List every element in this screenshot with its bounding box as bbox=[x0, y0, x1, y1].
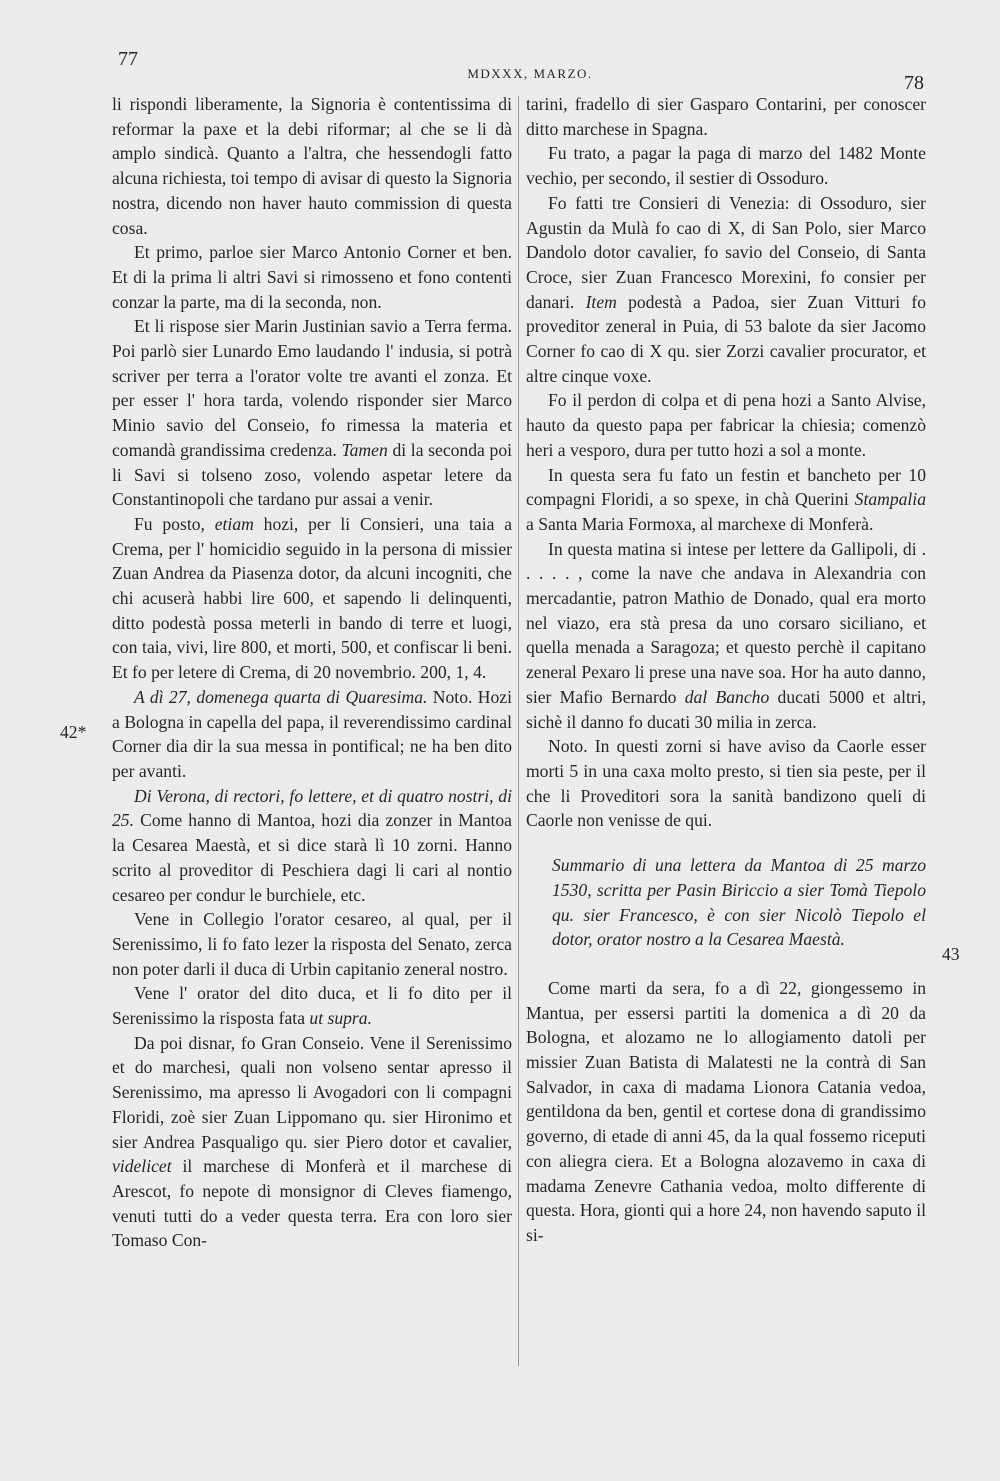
paragraph bbox=[112, 981, 512, 1030]
text-span: ducati 5000 et altri, sichè il danno fo ducati 30 milia in zerca. bbox=[526, 686, 926, 732]
column-divider bbox=[518, 96, 519, 1366]
text-span: Fu posto, bbox=[134, 513, 205, 534]
italic-term: Stampalia bbox=[854, 489, 926, 510]
paragraph: Et primo, parloe sier Marco Antonio Corner et ben. Et di la prima li altri Savi si rimosseno et fono contenti conzar la parte, ma di la seconda, non. bbox=[112, 242, 512, 312]
paragraph bbox=[526, 191, 926, 389]
italic-term: ut supra. bbox=[309, 1008, 372, 1029]
entry-date: A dì 27, domenega quarta di Quaresima. bbox=[134, 686, 428, 707]
letter-summary-heading: Summario di una lettera da Mantoa di 25 marzo 1530, scritta per Pasin Biriccio a sier Tomà Tiepolo qu. sier Francesco, è con sier Nicolò Tiepolo el dotor, orator nostro a la Cesarea Maestà. bbox=[552, 855, 926, 950]
text-span: Vene l' orator del dito duca, et li fo dito per il Serenissimo la risposta fata bbox=[112, 983, 512, 1029]
text-span: Fo fatti tre Consieri di Venezia: di Ossoduro, sier Agustin da Mulà fo cao di X, di San Polo, sier Marco Dandolo dotor cavalier, fo savio del Conseio, di Santa Croce, sier Zuan Francesco Morexini, fo consier per danari. bbox=[526, 192, 926, 312]
text-span: podestà a Padoa, sier Zuan Vitturi fo proveditor zeneral in Puia, di 53 balote da sier Jacomo Corner fo cao di X qu. sier Zorzi cavalier procurator, et altre cinque voxe. bbox=[526, 291, 926, 386]
italic-term: dal Bancho bbox=[684, 686, 770, 707]
text-span: Da poi disnar, fo Gran Conseio. Vene il Serenissimo et do marchesi, quali non volseno sentar apresso il Serenissimo, ma apresso li Avogadori con li compagni Floridi, zoè sier Zuan Lippomano qu. sier Hironimo et sier Andrea Pasqualigo qu. sier Piero dotor et cavalier, bbox=[112, 1032, 512, 1152]
paragraph: li rispondi liberamente, la Signoria è contentissima di reformar la paxe et la debi riformar; al che se li dà amplo sindicà. Quanto a l'altra, che hessendogli fatto alcuna richiesta, toi tempo di avisar di questo la Signoria nostra, dicendo non haver hauto commission di questa cosa. bbox=[112, 94, 512, 238]
paragraph bbox=[112, 314, 512, 512]
page-number-right: 78 bbox=[904, 72, 924, 94]
left-column bbox=[112, 92, 512, 1253]
page-number-left: 77 bbox=[118, 48, 138, 70]
text-span: In questa matina si intese per lettere da Gallipoli, di . . . . . , come la nave che andava in Alexandria con mercadantie, patron Mathio de Donado, qual era morto nel viazo, era stà presa da uno corsaro siciliano, et quella menada a Saragoza; et questo perchè il capitano zeneral Pexaro li prese una nave soa. Hor ha auto danno, sier Mafio Bernardo bbox=[526, 538, 926, 707]
text-span: Et li rispose sier Marin Justinian savio a Terra ferma. Poi parlò sier Lunardo Emo laudando l' indusia, si potrà scriver per terra a l'orator volte tre avanti el zonza. Et per esser l' hora tarda, volendo risponder sier Marco Minio savio del Conseio, fo rimessa la materia et comandà grandissima credenza. bbox=[112, 316, 512, 460]
running-head: MDXXX, MARZO. bbox=[467, 66, 593, 81]
paragraph: Vene in Collegio l'orator cesareo, al qual, per il Serenissimo, li fo fato lezer la risposta del Senato, zerca non poter darli il duca di Urbin capitanio zeneral nostro. bbox=[112, 909, 512, 979]
text-span: hozi, per li Consieri, una taia a Crema, per l' homicidio seguido in la persona di missier Zuan Andrea da Piasenza dotor, da alcuni incogniti, che chi acuserà habbi lire 600, et sapendo li delinquenti, ditto podestà possa meterli in bando di terre et luogi, con taia, vivi, lire 800, et morti, 500, et confiscar li beni. Et fo per letere di Crema, di 20 novembrio. 200, 1, 4. bbox=[112, 513, 513, 683]
text-span: di la seconda poi li Savi si tolseno zoso, volendo aspetar letere da Constantinopoli che tardano pur assai a venir. bbox=[112, 439, 512, 510]
paragraph: Fu trato, a pagar la paga di marzo del 1482 Monte vechio, per secondo, il sestier di Ossoduro. bbox=[526, 143, 926, 189]
italic-term: Tamen bbox=[341, 439, 388, 460]
text-span: Noto. Hozi a Bologna in capella del papa, il reverendissimo cardinal Corner dia dir la sua messa in pontifical; ne ha ben dito per avanti. bbox=[112, 686, 512, 781]
paragraph bbox=[112, 512, 512, 685]
paragraph: Noto. In questi zorni si have aviso da Caorle esser morti 5 in una caxa molto presto, si tien sia peste, per il che li Proveditori sora la sanità bandizono queli di Caorle non venisse de qui. bbox=[526, 736, 926, 831]
paragraph bbox=[112, 1031, 512, 1253]
margin-note-right: 43 bbox=[942, 944, 960, 964]
italic-term: videlicet bbox=[112, 1156, 172, 1177]
text-span: In questa sera fu fato un festin et bancheto per 10 compagni Floridi, a so spexe, in chà Querini bbox=[526, 464, 926, 510]
paragraph bbox=[112, 784, 512, 908]
paragraph bbox=[526, 463, 926, 537]
dated-entry bbox=[112, 685, 512, 784]
italic-term: etiam bbox=[214, 513, 254, 534]
text-span: il marchese di Monferà et il marchese di Arescot, fo nepote di monsignor di Cleves fiamengo, venuti tutti do a veder questa terra. Era con loro sier Tomaso Con- bbox=[112, 1156, 512, 1251]
italic-term: Di Verona, di rectori, fo lettere, et di quatro nostri, di 25. bbox=[112, 785, 512, 831]
paragraph bbox=[526, 537, 926, 735]
right-column bbox=[526, 92, 926, 1248]
paragraph: tarini, fradello di sier Gasparo Contarini, per conoscer ditto marchese in Spagna. bbox=[526, 94, 926, 139]
text-span: a Santa Maria Formoxa, al marchexe di Monferà. bbox=[526, 513, 874, 534]
paragraph: Fo il perdon di colpa et di pena hozi a Santo Alvise, hauto da questo papa per fabricar la chiesia; comenzò heri a vesporo, dura per tutto hozi a sol a monte. bbox=[526, 390, 926, 460]
paragraph: Come marti da sera, fo a dì 22, giongessemo in Mantua, per essersi partiti la domenica a dì 20 da Bologna, et alozamo ne lo allogiamento datoli per missier Zuan Batista di Malatesti ne la contrà di San Salvador, in caxa di madama Lionora Catania vedoa, gentildona da ben, gentil et cortese dona di grandissimo governo, di etade di anni 45, da la qual fossemo riceputi con aliegra ciera. Et a Bologna alozavemo in caxa di madama Zenevre Cathania vedoa, molto differente di questa. Hora, gionti qui a hore 24, non havendo saputo il si- bbox=[526, 977, 926, 1245]
italic-term: Item bbox=[585, 291, 617, 312]
text-span: Come hanno di Mantoa, hozi dia zonzer in Mantoa la Cesarea Maestà, et si dice starà lì 10 zorni. Hanno scrito al proveditor di Peschiera dagi li cari al nontio cesareo per condur le burchiele, etc. bbox=[112, 810, 512, 905]
margin-note-left: 42* bbox=[60, 722, 87, 742]
